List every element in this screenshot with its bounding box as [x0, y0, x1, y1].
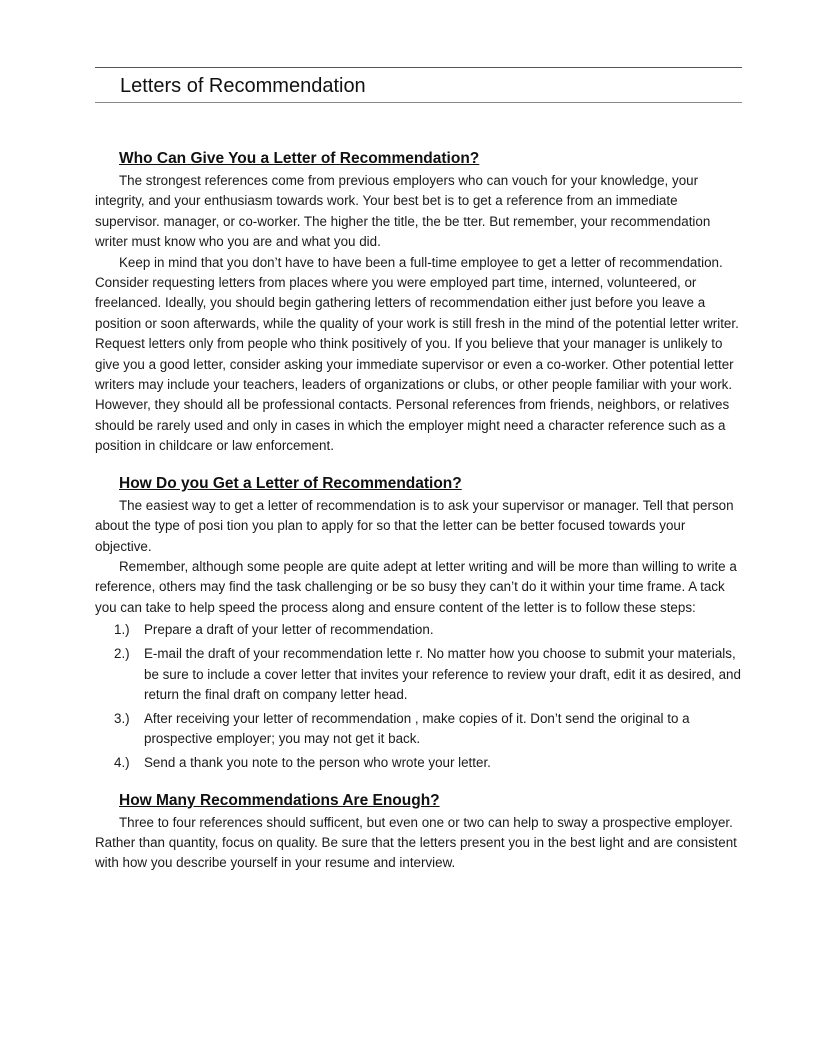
paragraph: Three to four references should sufficent, but even one or two can help to sway a prospective employer. Rather than quantity, focus on quality. Be sure that the letters present you in the best light and are consistent with how you describe yourself in your resume and interview.	[95, 814, 737, 871]
step-number: 1.)	[114, 622, 130, 638]
step-text: After receiving your letter of recommendation , make copies of it. Don’t send the original to a prospective employer; you may not get it back.	[144, 710, 690, 747]
step-number: 3.)	[114, 710, 130, 726]
paragraph: The easiest way to get a letter of recommendation is to ask your supervisor or manager. Tell that person about the type of posi tion you plan to apply for so that the letter can be better focused towards your objective.	[95, 497, 734, 554]
list-item	[95, 709, 742, 749]
section-heading: Who Can Give You a Letter of Recommendation?	[119, 150, 480, 167]
step-number: 4.)	[114, 755, 130, 771]
step-text: E-mail the draft of your recommendation lette r. No matter how you choose to submit your materials, be sure to include a cover letter that invites your reference to review your draft, edit it as desired, and return the final draft on company letter head.	[144, 646, 741, 702]
title-top-rule	[95, 67, 742, 68]
title-bottom-rule	[95, 102, 742, 103]
step-text: Prepare a draft of your letter of recommendation.	[144, 622, 434, 638]
section-who-can-give	[95, 148, 742, 457]
section-heading: How Many Recommendations Are Enough?	[119, 791, 440, 809]
section-how-to-get	[95, 473, 742, 774]
document-body	[95, 148, 742, 890]
list-item	[95, 753, 742, 773]
document-title: Letters of Recommendation	[120, 75, 366, 97]
paragraph: Keep in mind that you don’t have to have been a full-time employee to get a letter of recommendation. Consider requesting letters from places where you were employed part time, interned, volunteered, or freelanced. Ideally, you should begin gathering letters of recommendation either just before you leave a position or soon afterwards, while the quality of your work is still fresh in the mind of the potential letter writer. Request letters only from people who think positively of you. If you believe that your manager is unlikely to give you a good letter, consider asking your immediate supervisor or even a co-worker. Other potential letter writers may include your teachers, leaders of organizations or clubs, or other people familiar with your work. However, they should all be professional contacts. Personal references from friends, neighbors, or relatives should be rarely used and only in cases in which the employer might need a character reference such as a position in childcare or law enforcement.	[95, 254, 739, 454]
steps-list	[95, 620, 742, 773]
step-number: 2.)	[114, 646, 130, 662]
paragraph: Remember, although some people are quite adept at letter writing and will be more than willing to write a reference, others may find the task challenging or be so busy they can’t do it within your time frame. A tack you can take to help speed the process along and ensure content of the letter is to follow these steps:	[95, 558, 737, 615]
list-item	[95, 644, 742, 705]
section-heading: How Do you Get a Letter of Recommendation?	[119, 474, 462, 492]
paragraph: The strongest references come from previous employers who can vouch for your knowledge, your integrity, and your enthusiasm towards work. Your best bet is to get a reference from an immediate supervisor. manager, or co-worker. The higher the title, the be tter. But remember, your recommendation writer must know who you are and what you did.	[95, 173, 711, 250]
section-how-many	[95, 790, 742, 874]
list-item	[95, 620, 742, 640]
step-text: Send a thank you note to the person who wrote your letter.	[144, 755, 491, 771]
